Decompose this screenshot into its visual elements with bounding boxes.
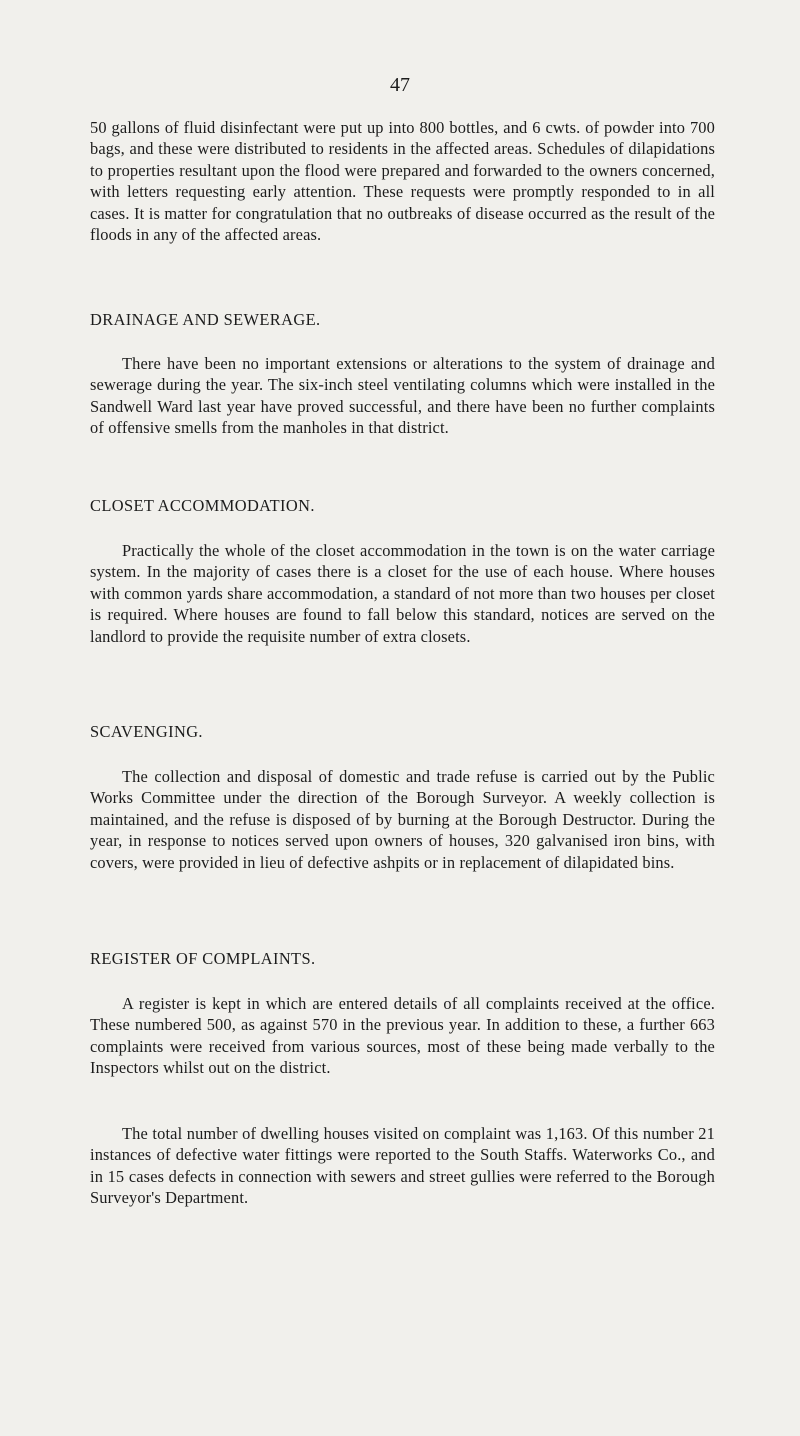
scavenging-paragraph-block bbox=[90, 766, 715, 873]
page-number: 47 bbox=[390, 74, 410, 96]
complaints-heading: REGISTER OF COMPLAINTS. bbox=[90, 949, 316, 968]
complaints-paragraph-1: A register is kept in which are entered details of all complaints received at the office. These numbered 500, as against 570 in the previous year. In addition to these, a further 663 complaints were received from various sources, most of these being made verbally to the Inspectors whilst out on the district. bbox=[90, 994, 715, 1078]
scavenging-heading: SCAVENGING. bbox=[90, 722, 203, 741]
closet-paragraph: Practically the whole of the closet accommodation in the town is on the water carriage system. In the majority of cases there is a closet for the use of each house. Where houses with common yards share accommodation, a standard of not more than two houses per closet is required. Where houses are found to fall below this standard, notices are served on the landlord to provide the requisite number of extra closets. bbox=[90, 541, 715, 646]
closet-heading: CLOSET ACCOMMODATION. bbox=[90, 496, 315, 515]
drainage-paragraph-block bbox=[90, 353, 715, 439]
complaints-paragraph-2-block bbox=[90, 1123, 715, 1209]
complaints-paragraph-2: The total number of dwelling houses visited on complaint was 1,163. Of this number 21 instances of defective water fittings were reported to the South Staffs. Waterworks Co., and in 15 cases defects in connection with sewers and street gullies were referred to the Borough Surveyor's Department. bbox=[90, 1124, 715, 1208]
scavenging-paragraph: The collection and disposal of domestic and trade refuse is carried out by the Public Works Committee under the direction of the Borough Surveyor. A weekly collection is maintained, and the refuse is disposed of by burning at the Borough Destructor. During the year, in response to notices served upon owners of houses, 320 galvanised iron bins, with covers, were provided in lieu of defective ashpits or in replacement of dilapidated bins. bbox=[90, 767, 715, 872]
complaints-paragraph-1-block bbox=[90, 993, 715, 1079]
intro-paragraph-block bbox=[90, 117, 715, 245]
drainage-paragraph: There have been no important extensions or alterations to the system of drainage and sewerage during the year. The six-inch steel ventilating columns which were installed in the Sandwell Ward last year have proved successful, and there have been no further complaints of offensive smells from the manholes in that district. bbox=[90, 354, 715, 438]
closet-paragraph-block bbox=[90, 540, 715, 647]
intro-paragraph: 50 gallons of fluid disinfectant were put up into 800 bottles, and 6 cwts. of powder into 700 bags, and these were distributed to residents in the affected areas. Schedules of dilapidations to properties resultant upon the flood were prepared and forwarded to the owners concerned, with letters requesting early attention. These requests were promptly responded to in all cases. It is matter for congratulation that no outbreaks of disease occurred as the result of the floods in any of the affected areas. bbox=[90, 118, 715, 245]
drainage-heading: DRAINAGE AND SEWERAGE. bbox=[90, 310, 321, 329]
